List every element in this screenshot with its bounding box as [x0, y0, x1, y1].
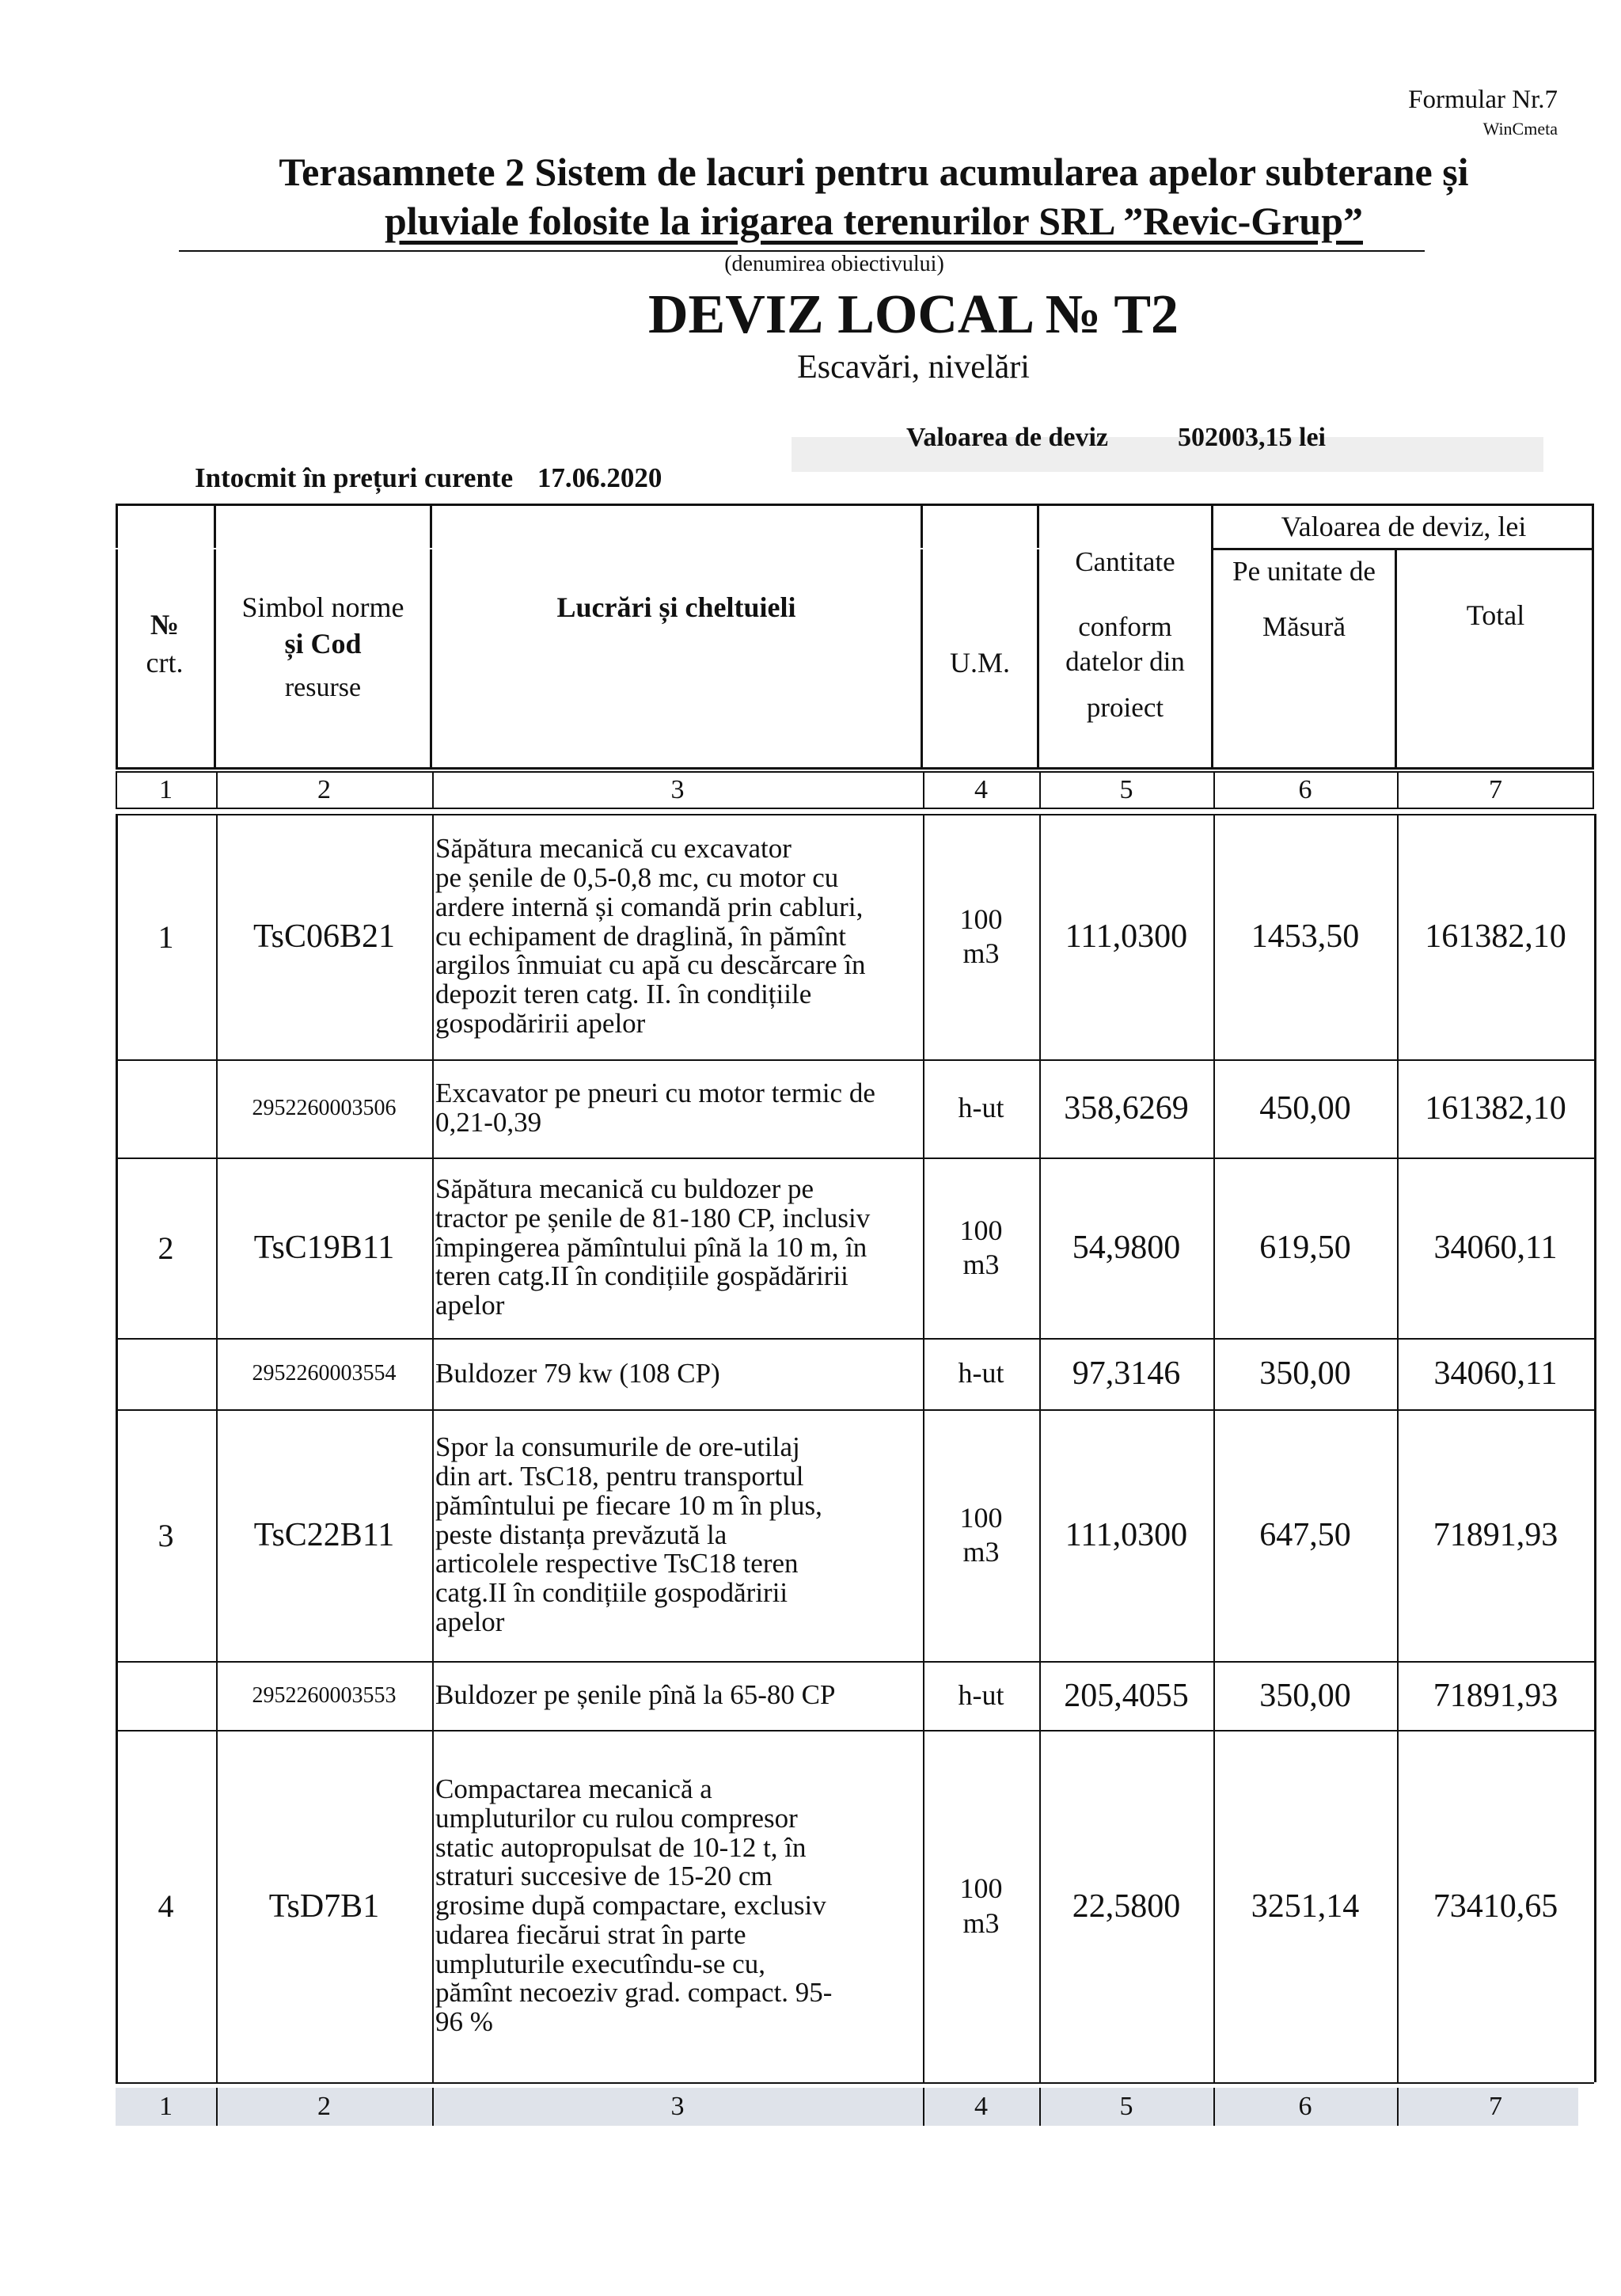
row-number [116, 1059, 216, 1158]
work-description: Compactarea mecanică a umpluturilor cu rulou compresor static autopropulsat de 10-12 t, în straturi succesive de 15-20 cm grosime după compactare, exclusiv udarea fiecărui strat în parte umpluturile executîndu-se cu, pămînt necoeziv grad. compact. 95- 96 % [435, 1773, 833, 2038]
footer-column-number-divider [923, 2088, 924, 2126]
estimate-value-label: Valoarea de deviz [906, 423, 1108, 452]
column-number-divider [1213, 771, 1215, 809]
unit-of-measure: h-ut [958, 1678, 1004, 1711]
header-total: Total [1466, 599, 1525, 631]
quantity: 54,9800 [1072, 1230, 1181, 1266]
footer-column-number-5: 5 [1119, 2092, 1133, 2121]
unit-price: 450,00 [1259, 1090, 1351, 1127]
row-total: 73410,65 [1433, 1887, 1558, 1925]
quantity: 111,0300 [1065, 918, 1188, 955]
unit-of-measure: 100 m3 [959, 1501, 1003, 1568]
footer-column-number-1: 1 [159, 2092, 173, 2121]
unit-of-measure: 100 m3 [959, 1214, 1003, 1280]
header-cantitate-line3: datelor din [1065, 646, 1185, 677]
unit-of-measure: 100 m3 [959, 1872, 1003, 1939]
table-column-divider [1594, 814, 1596, 2082]
column-number-divider [432, 771, 434, 809]
form-number: Formular Nr.7 [1408, 86, 1558, 114]
footer-column-number-3: 3 [670, 2092, 685, 2121]
prepared-date: 17.06.2020 [537, 462, 662, 493]
object-name-line2 [0, 198, 1621, 244]
row-number [116, 1661, 216, 1730]
header-lucrari: Lucrări și cheltuieli [556, 591, 796, 623]
header-divider-2 [430, 504, 432, 770]
work-description: Buldozer 79 kw (108 CP) [435, 1357, 720, 1389]
column-number-6: 6 [1298, 775, 1312, 804]
unit-price: 619,50 [1259, 1230, 1351, 1266]
header-divider-7 [1395, 548, 1397, 770]
footer-column-number-divider [216, 2088, 218, 2126]
header-nr-crt: crt. [146, 647, 184, 679]
column-number-2: 2 [317, 775, 331, 804]
quantity: 97,3146 [1072, 1355, 1181, 1392]
header-divider-6 [1211, 548, 1594, 550]
resource-code: TsC22B11 [253, 1517, 395, 1553]
resource-code: TsC19B11 [253, 1230, 395, 1266]
unit-price: 3251,14 [1251, 1887, 1360, 1925]
resource-code: 2952260003554 [252, 1361, 397, 1386]
header-simbol-line3: resurse [284, 673, 362, 702]
footer-column-number-divider [432, 2088, 434, 2126]
work-description: Săpătura mecanică cu excavator pe șenile de 0,5-0,8 mc, cu motor cu ardere internă și comandă prin cabluri, cu echipament de draglină, în pămînt argilos înmuiat cu apă cu descărcare în depozit teren catg. II. în condițiile gospodăririi apelor [435, 833, 866, 1039]
row-total: 161382,10 [1425, 918, 1566, 955]
quantity: 111,0300 [1065, 1517, 1188, 1553]
row-number: 2 [158, 1230, 174, 1266]
row-number: 1 [158, 918, 174, 955]
header-cantitate-line1: Cantitate [1075, 546, 1175, 577]
row-number [116, 1338, 216, 1409]
header-um: U.M. [949, 647, 1010, 679]
column-number-1: 1 [159, 775, 173, 804]
work-description: Excavator pe pneuri cu motor termic de 0,21-0,39 [435, 1078, 875, 1138]
page-title: DEVIZ LOCAL № T2 [647, 284, 1179, 345]
unit-of-measure: 100 m3 [959, 903, 1003, 969]
unit-price: 647,50 [1259, 1517, 1351, 1553]
row-total: 34060,11 [1433, 1355, 1558, 1392]
column-number-divider [216, 771, 218, 809]
column-number-divider [1039, 771, 1041, 809]
unit-price: 1453,50 [1251, 918, 1360, 955]
row-total: 71891,93 [1433, 1677, 1558, 1714]
quantity: 205,4055 [1064, 1677, 1189, 1714]
resource-code: TsD7B1 [268, 1887, 380, 1925]
resource-code: 2952260003553 [252, 1682, 397, 1708]
resource-code: TsC06B21 [252, 918, 396, 955]
header-valoare-group: Valoarea de deviz, lei [1281, 511, 1527, 542]
unit-price: 350,00 [1259, 1355, 1351, 1392]
unit-price: 350,00 [1259, 1677, 1351, 1714]
resource-code: 2952260003506 [252, 1096, 397, 1120]
table-column-divider [432, 814, 434, 2082]
row-total: 71891,93 [1433, 1517, 1558, 1553]
quantity: 22,5800 [1072, 1887, 1181, 1925]
prepared-label: Intocmit în prețuri curente [195, 462, 514, 493]
column-number-5: 5 [1119, 775, 1133, 804]
row-total: 161382,10 [1425, 1090, 1566, 1127]
row-number: 4 [158, 1888, 174, 1924]
object-name-line1: Terasamnete 2 Sistem de lacuri pentru acumularea apelor subterane și [279, 150, 1469, 194]
row-separator [116, 2082, 1594, 2084]
row-total: 34060,11 [1433, 1230, 1558, 1266]
footer-column-number-7: 7 [1489, 2092, 1502, 2121]
footer-column-number-4: 4 [974, 2092, 988, 2121]
column-number-3: 3 [670, 775, 685, 804]
column-number-4: 4 [974, 775, 988, 804]
work-description: Buldozer pe șenile pînă la 65-80 CP [435, 1679, 836, 1711]
work-description: Săpătura mecanică cu buldozer pe tractor pe șenile de 81-180 CP, inclusiv împingerea pămîntului pînă la 10 m, în teren catg.II în condițiile gospădăririi apelor [435, 1173, 871, 1321]
object-caption: (denumirea obiectivului) [724, 252, 944, 276]
footer-column-number-divider [1039, 2088, 1041, 2126]
header-divider-3 [921, 504, 923, 770]
prepared-line [195, 462, 662, 494]
header-cantitate-line2: conform [1078, 611, 1172, 642]
footer-column-number-divider [1213, 2088, 1215, 2126]
category-subtitle: Escavări, nivelări [797, 349, 1030, 386]
object-name-line2-text: pluviale folosite la irigarea terenurilor SRL ”Revic-Grup” [384, 199, 1363, 243]
header-simbol-line1: Simbol norme [241, 591, 404, 623]
unit-of-measure: h-ut [958, 1357, 1004, 1389]
header-simbol-line2: și Cod [284, 628, 362, 660]
estimate-value: 502003,15 lei [1178, 423, 1326, 452]
unit-of-measure: h-ut [958, 1092, 1004, 1124]
footer-column-number-6: 6 [1298, 2092, 1312, 2121]
row-number: 3 [158, 1517, 174, 1553]
footer-column-number-divider [1397, 2088, 1399, 2126]
column-number-divider [923, 771, 924, 809]
software-label: WinCmeta [1482, 119, 1558, 139]
header-cantitate-line4: proiect [1086, 692, 1164, 723]
quantity: 358,6269 [1064, 1090, 1189, 1127]
footer-column-number-2: 2 [317, 2092, 331, 2121]
work-description: Spor la consumurile de ore-utilaj din art. TsC18, pentru transportul pămîntului pe fiecare 10 m în plus, peste distanța prevăzută la articolele respective TsC18 teren catg.II în condițiile gospodăririi apelor [435, 1431, 822, 1637]
column-number-divider [1397, 771, 1399, 809]
header-nr-symbol: № [150, 609, 180, 641]
header-pe-unitate-line2: Măsură [1262, 611, 1346, 642]
estimate-value-box [792, 437, 1543, 472]
column-number-7: 7 [1489, 775, 1502, 804]
header-pe-unitate-line1: Pe unitate de [1232, 556, 1376, 587]
